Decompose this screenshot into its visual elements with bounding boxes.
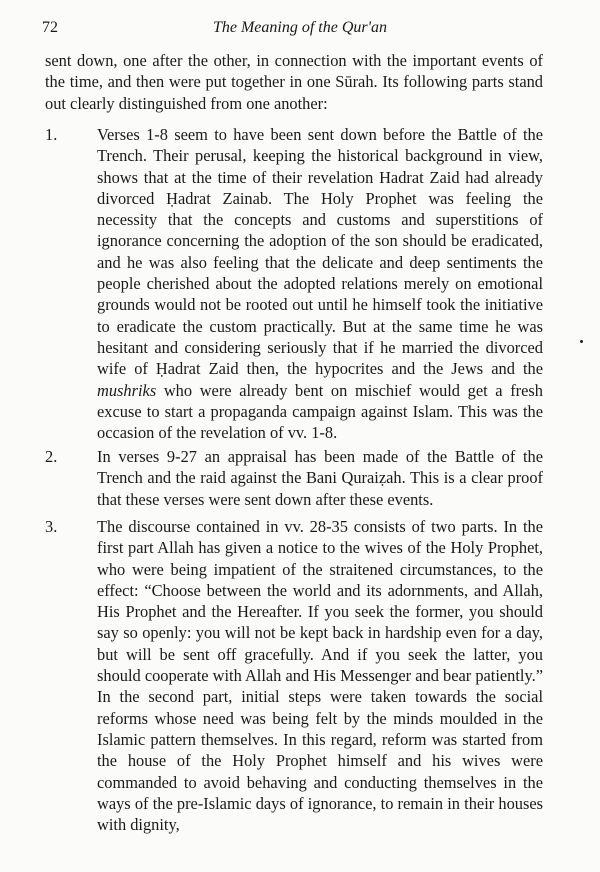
list-item-text-part: who were already bent on mischief would get a fresh excuse to start a propaganda campaign against Islam. This was the occasion of the revelation of vv. 1-8.: [97, 380, 543, 443]
list-item-text: In verses 9-27 an appraisal has been made of the Battle of the Trench and the raid against the Bani Quraiẓah. This is a clear proof that these verses were sent down after these events.: [97, 447, 543, 509]
margin-speck: [580, 340, 583, 343]
italic-term: mushriks: [97, 380, 157, 400]
running-head: [32, 19, 568, 41]
list-item-number: 3.: [45, 517, 58, 536]
page-number: 72: [42, 19, 58, 36]
list-item-text: The discourse contained in vv. 28-35 consists of two parts. In the first part Allah has given a notice to the wives of the Holy Prophet, who were being impatient of the straitened circumstances, to the effect: “Choose between the world and its adornments, and Allah, His Prophet and the Hereafter. If you seek the former, you should say so openly: you will not be kept back in hardship even for a day, but will be sent off gracefully. And if you seek the latter, you should cooperate with Allah and His Messenger and bear patiently.” In the second part, initial steps were taken towards the social reforms whose need was being felt by the minds moulded in the Islamic pattern themselves. In this regard, reform was started from the house of the Holy Prophet himself and his wives were commanded to avoid behaving and conducting themselves in the ways of the pre-Islamic days of ignorance, to remain in their houses with dignity,: [97, 517, 543, 835]
list-item-number: 2.: [45, 447, 58, 466]
list-item-text: [97, 124, 543, 443]
list-item-number: 1.: [45, 125, 58, 144]
list-item-text-part: Verses 1-8 seem to have been sent down before the Battle of the Trench. Their perusal, keeping the historical background in view, shows that at the time of their revelation Hadrat Zaid had already divorced Ḥadrat Zainab. The Holy Prophet was feeling the necessity that the concepts and customs and superstitions of ignorance concerning the adoption of the son should be eradicated, and he was also feeling that the delicate and deep sentiments the people cherished about the adopted relations merely on emotional grounds would not be rooted out until he himself took the initiative to eradicate the custom practically. But at the same time he was hesitant and considering seriously that if he married the divorced wife of Ḥadrat Zaid then, the hypocrites and the Jews and the: [97, 125, 543, 379]
running-title: The Meaning of the Qur'an: [212, 19, 388, 36]
intro-paragraph: sent down, one after the other, in connection with the important events of the time, and then were put together in one Sūrah. Its following parts stand out clearly distinguished from one another:: [45, 51, 543, 113]
